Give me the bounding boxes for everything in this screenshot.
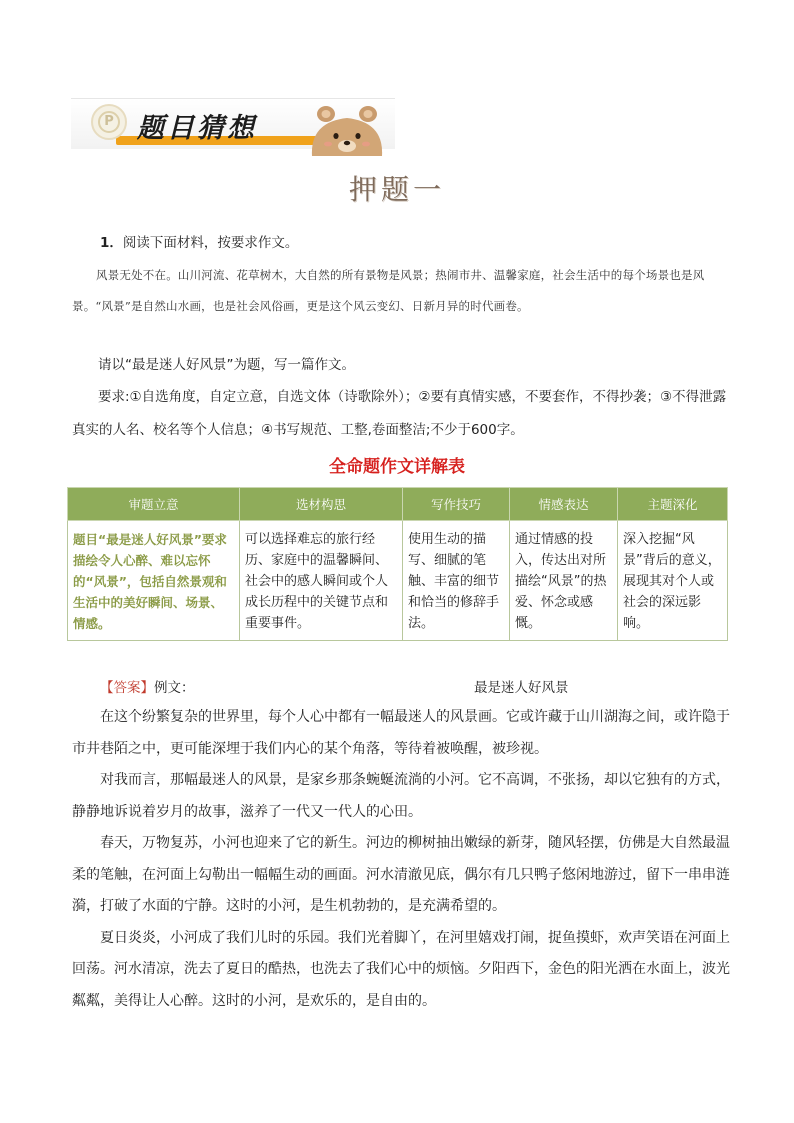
section-title: 押题一 [348, 173, 445, 206]
question-number: 1． [100, 235, 123, 251]
essay-paragraph: 春天，万物复苏，小河也迎来了它的新生。河边的柳树抽出嫩绿的新芽，随风轻摆，仿佛是大自然最温柔的笔触，在河面上勾勒出一幅幅生动的画面。河水清澈见底，偶尔有几只鸭子悠闲地游过，留下一串串涟漪，打破了水面的宁静。这时的小河，是生机勃勃的，是充满希望的。 [72, 835, 730, 914]
table-header-cell: 审题立意 [68, 488, 240, 521]
table-header-row [68, 488, 728, 521]
table-cell: 深入挖掘“风景”背后的意义，展现其对个人或社会的深远影响。 [618, 521, 728, 641]
table-header-cell: 选材构思 [240, 488, 403, 521]
p-badge-icon [91, 104, 127, 140]
table-cell: 可以选择难忘的旅行经历、家庭中的温馨瞬间、社会中的感人瞬间或个人成长历程中的关键节点和重要事件。 [240, 521, 403, 641]
essay-paragraph: 对我而言，那幅最迷人的风景，是家乡那条蜿蜒流淌的小河。它不高调，不张扬，却以它独有的方式，静静地诉说着岁月的故事，滋养了一代又一代人的心田。 [72, 772, 730, 820]
answer-label: 【答案】 [100, 680, 154, 696]
answer-example-label: 例文： [154, 680, 195, 696]
bear-mascot-icon [306, 102, 391, 156]
table-cell: 使用生动的描写、细腻的笔触、丰富的细节和恰当的修辞手法。 [403, 521, 510, 641]
table-title: 全命题作文详解表 [329, 457, 465, 477]
analysis-table [67, 487, 728, 641]
table-header-cell: 主题深化 [618, 488, 728, 521]
table-row [68, 521, 728, 641]
question-requirements: 要求:①自选角度，自定立意，自选文体（诗歌除外）；②要有真情实感，不要套作，不得抄袭；③不得泄露真实的人名、校名等个人信息；④书写规范、工整,卷面整洁;不少于600字。 [72, 389, 727, 438]
question-material: 风景无处不在。山川河流、花草树木，大自然的所有景物是风景；热闹市井、温馨家庭，社会生活中的每个场景也是风景。“风景”是自然山水画，也是社会风俗画，更是这个风云变幻、日新月异的时代画卷。 [72, 268, 705, 313]
essay-paragraph: 在这个纷繁复杂的世界里，每个人心中都有一幅最迷人的风景画。它或许藏于山川湖海之间，或许隐于市井巷陌之中，更可能深埋于我们内心的某个角落，等待着被唤醒，被珍视。 [72, 709, 730, 757]
table-cell: 通过情感的投入，传达出对所描绘“风景”的热爱、怀念或感慨。 [510, 521, 618, 641]
p-badge-letter: P [98, 111, 120, 133]
table-header-cell: 情感表达 [510, 488, 618, 521]
question-instruction [100, 231, 298, 251]
essay-paragraph: 夏日炎炎，小河成了我们儿时的乐园。我们光着脚丫，在河里嬉戏打闹，捉鱼摸虾，欢声笑语在河面上回荡。河水清凉，洗去了夏日的酷热，也洗去了我们心中的烦恼。夕阳西下，金色的阳光洒在水面上，波光粼粼，美得让人心醉。这时的小河，是欢乐的，是自由的。 [72, 929, 730, 1009]
answer-header [100, 676, 720, 696]
essay-body [72, 702, 732, 1017]
question-instruction-text: 阅读下面材料，按要求作文。 [122, 235, 299, 251]
table-cell: 题目“最是迷人好风景”要求描绘令人心醉、难以忘怀的“风景”，包括自然景观和生活中的美好瞬间、场景、情感。 [68, 521, 240, 641]
essay-title: 最是迷人好风景 [474, 680, 569, 696]
section-banner [71, 96, 395, 156]
table-header-cell: 写作技巧 [403, 488, 510, 521]
banner-title: 题目猜想 [137, 113, 257, 144]
question-prompt: 请以“最是迷人好风景”为题，写一篇作文。 [98, 357, 355, 373]
